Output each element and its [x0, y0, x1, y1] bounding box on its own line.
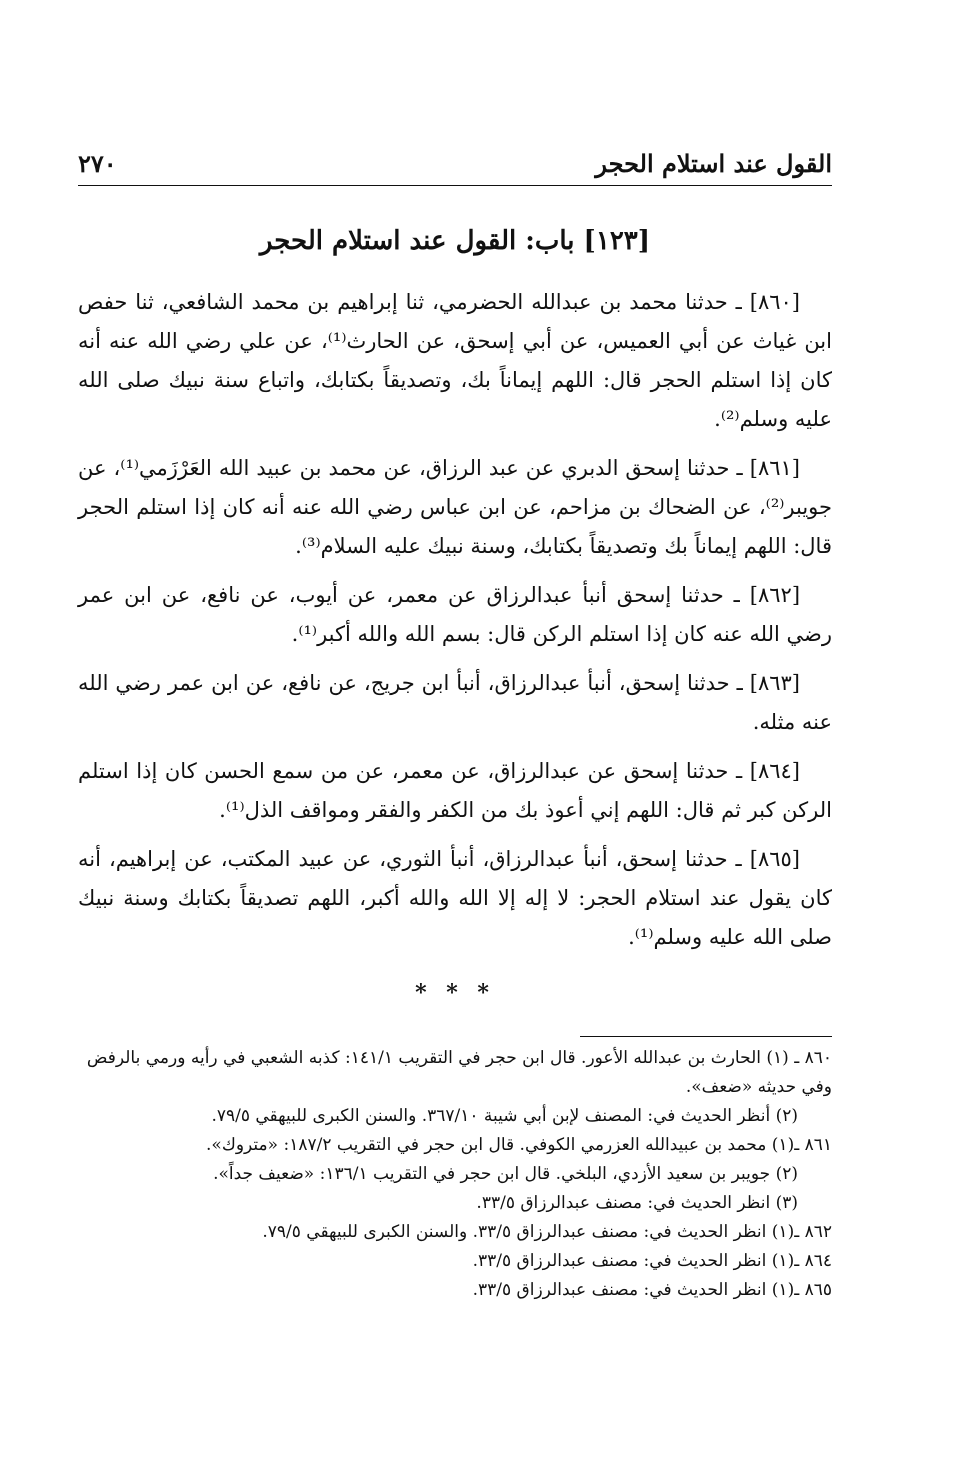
hadith-865 [78, 840, 832, 957]
footnote: (٢) أنظر الحديث في: المصنف لإبن أبي شيبة ٣٦٧/١٠. والسنن الكبرى للبيهقي ٧٩/٥. [211, 1106, 798, 1126]
footnotes [78, 1044, 832, 1305]
hadith-860 [78, 283, 832, 439]
hadith-text: ـ حدثنا محمد بن عبدالله الحضرمي، ثنا إبراهيم بن محمد الشافعي، ثنا حفص ابن غياث عن أبي العميس، عن أبي إسحق، عن الحارث⁽¹⁾، عن علي رضي الله عنه أنه كان إذا استلم الحجر قال: اللهم إيماناً بك، وتصديقاً بكتابك، واتباع سنة نبيك صلى الله عليه وسلم⁽²⁾. [78, 290, 832, 431]
hadith-text: ـ حدثنا إسحق، أنبأ عبدالرزاق، أنبأ الثوري، عن عبيد المكتب، عن إبراهيم، أنه كان يقول عند استلام الحجر: لا إله إلا الله والله أكبر، اللهم تصديقاً بكتابك وسنة نبيك صلى الله عليه وسلم⁽¹⁾. [78, 847, 832, 949]
hadith-number: [٨٦١] [749, 456, 800, 480]
footnote: ٨٦١ ـ(١) محمد بن عبيدالله العزرمي الكوفي. قال ابن حجر في التقريب ١٨٧/٢: «متروك». [206, 1135, 832, 1155]
hadith-number: [٨٦٢] [749, 583, 801, 607]
section-separator: * * * [415, 980, 495, 1006]
hadith-864 [78, 752, 832, 830]
hadith-number: [٨٦٤] [749, 759, 800, 783]
footnote: ٨٦٢ ـ(١) انظر الحديث في: مصنف عبدالرزاق ٣٣/٥. والسنن الكبرى للبيهقي ٧٩/٥. [262, 1222, 832, 1242]
hadith-861 [78, 449, 832, 566]
book-page [78, 0, 832, 1478]
chapter-heading: [١٢٣] باب: القول عند استلام الحجر [259, 226, 651, 256]
hadith-text: ـ حدثنا إسحق أنبأ عبدالرزاق عن معمر، عن أيوب، عن نافع، عن ابن عمر رضي الله عنه كان إذا استلم الركن قال: بسم الله والله أكبر⁽¹⁾. [78, 583, 832, 646]
hadith-number: [٨٦٥] [749, 847, 800, 871]
hadith-text: ـ حدثنا إسحق، أنبأ عبدالرزاق، أنبأ ابن جريج، عن نافع، عن ابن عمر رضي الله عنه مثله. [78, 671, 832, 734]
running-title: القول عند استلام الحجر [595, 149, 832, 178]
footnote: ٨٦٤ ـ(١) انظر الحديث في: مصنف عبدالرزاق ٣٣/٥. [472, 1251, 832, 1271]
hadith-text: ـ حدثنا إسحق الدبري عن عبد الرزاق، عن محمد بن عبيد الله العَرْزَمي⁽¹⁾، عن جويبر⁽²⁾، عن الضحاك بن مزاحم، عن ابن عباس رضي الله عنه أنه كان إذا استلم الحجر قال: اللهم إيماناً بك وتصديقاً بكتابك، وسنة نبيك عليه السلام⁽³⁾. [78, 456, 832, 558]
hadith-number: [٨٦٠] [749, 290, 800, 314]
page-number: ٢٧٠ [78, 149, 117, 178]
hadith-862 [78, 576, 832, 654]
hadith-number: [٨٦٣] [749, 671, 800, 695]
hadith-863 [78, 664, 832, 742]
footnote-rule [580, 1036, 832, 1037]
footnote: ٨٦٥ ـ(١) انظر الحديث في: مصنف عبدالرزاق ٣٣/٥. [472, 1280, 832, 1300]
hadith-text: ـ حدثنا إسحق عن عبدالرزاق، عن معمر، عن من سمع الحسن كان إذا استلم الركن كبر ثم قال: اللهم إني أعوذ بك من الكفر والفقر ومواقف الذل⁽¹⁾. [78, 759, 832, 822]
running-header [78, 145, 832, 185]
hadith-list [78, 283, 832, 967]
footnote: (٣) انظر الحديث في: مصنف عبدالرزاق ٣٣/٥. [476, 1193, 798, 1213]
footnote: ٨٦٠ ـ (١) الحارث بن عبدالله الأعور. قال ابن حجر في التقريب ١٤١/١: كذبه الشعبي في رأيه ورمي بالرفض وفي حديثه «ضعف». [86, 1048, 832, 1097]
footnote: (٢) جويبر بن سعيد الأزدي، البلخي. قال ابن حجر في التقريب ١٣٦/١: «ضعيف جداً». [213, 1164, 798, 1184]
header-rule [78, 185, 832, 186]
